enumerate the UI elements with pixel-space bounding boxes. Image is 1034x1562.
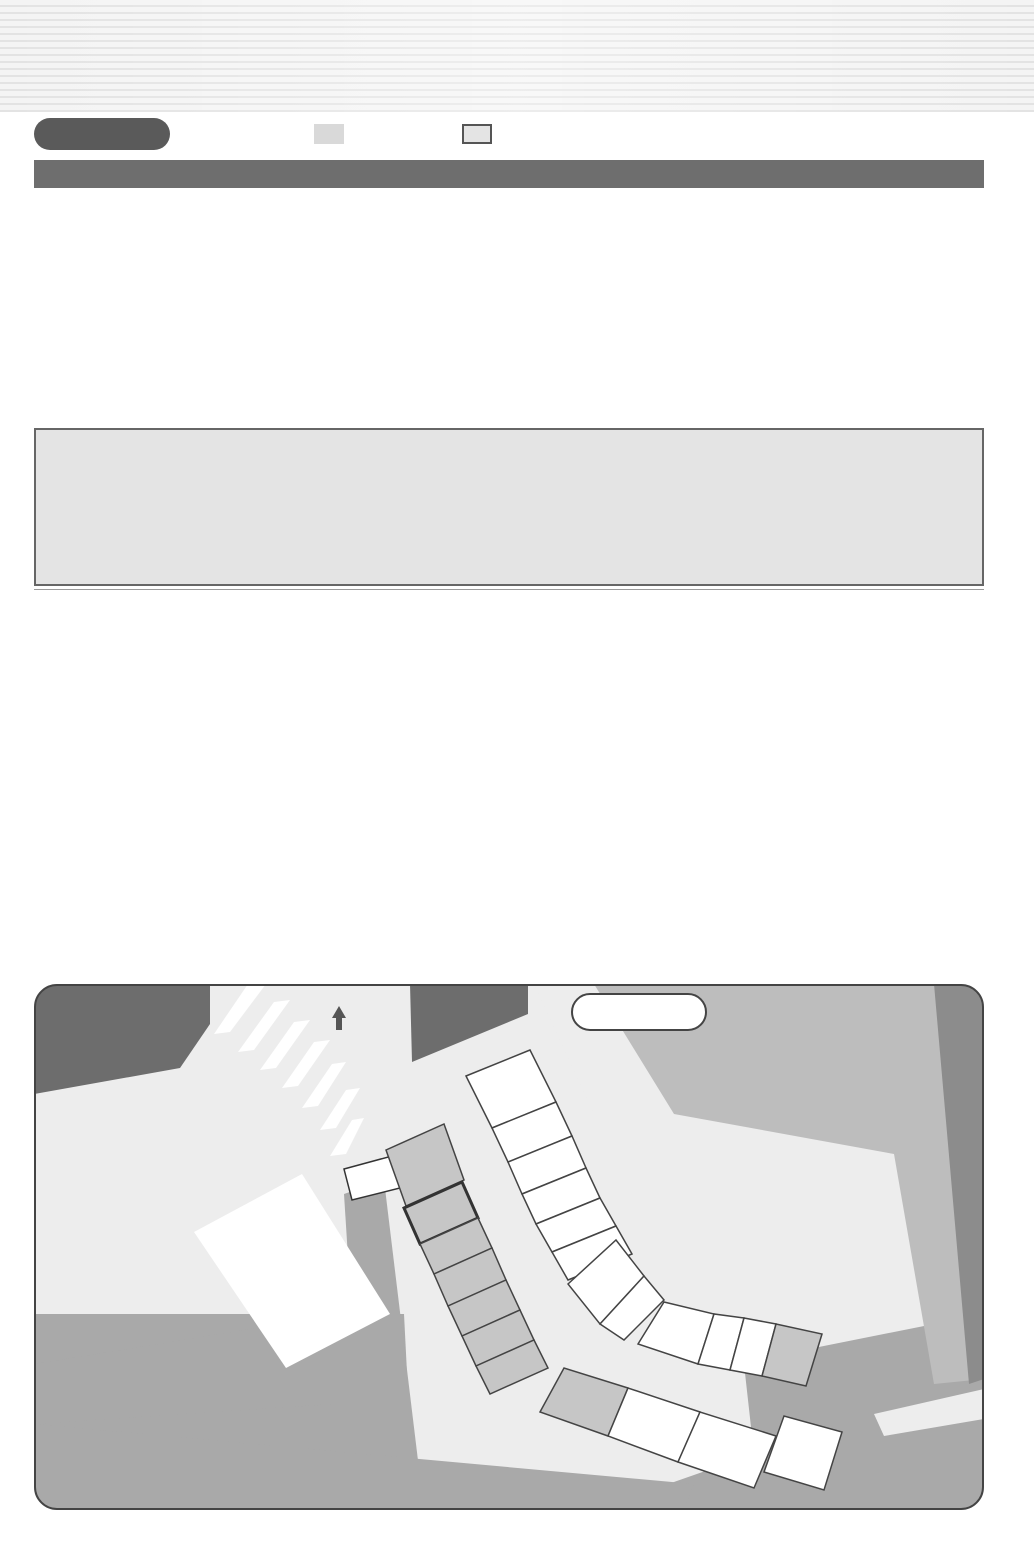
legend-association — [462, 124, 498, 146]
map-title-badge — [572, 994, 706, 1030]
table-header — [34, 160, 984, 188]
legend-swatch-mochi — [314, 124, 344, 144]
header-banner — [0, 0, 1034, 112]
venue-map-svg — [34, 984, 984, 1510]
venue-map — [34, 984, 984, 1510]
table-divider — [34, 589, 984, 590]
association-group — [34, 428, 984, 586]
section-label — [34, 118, 170, 150]
vendor-table — [34, 160, 984, 188]
legend-swatch-association — [462, 124, 492, 144]
legend-mochi — [314, 124, 350, 146]
